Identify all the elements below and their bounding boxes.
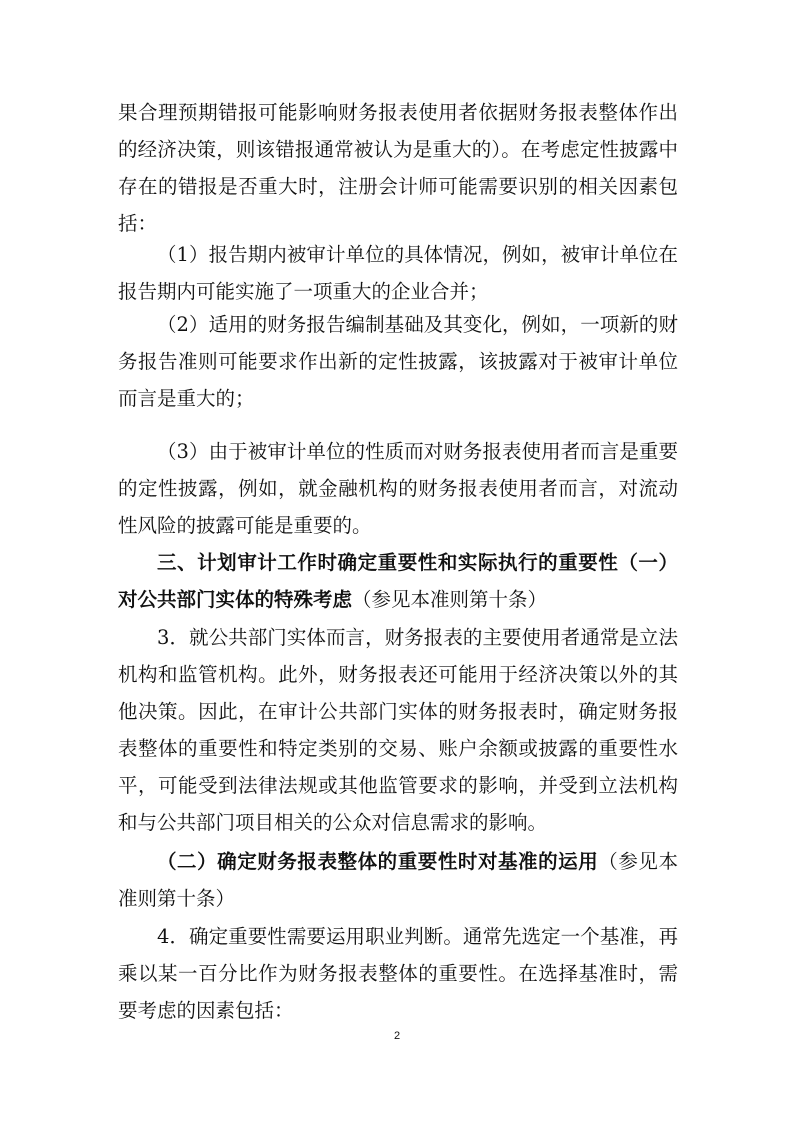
paragraph-factor-1: （1）报告期内被审计单位的具体情况，例如，被审计单位在报告期内可能实施了一项重大的企业合并；	[118, 243, 678, 303]
page-number: 2	[393, 1030, 401, 1042]
paragraph-factor-3: （3）由于被审计单位的性质而对财务报表使用者而言是重要的定性披露，例如，就金融机构的财务报表使用者而言，对流动性风险的披露可能是重要的。	[118, 440, 678, 537]
subsection-heading-two-reference: （参见本准则第十条）	[118, 850, 678, 910]
section-heading-three-reference: （参见本准则第十条）	[352, 588, 548, 611]
paragraph-materiality-continuation: 果合理预期错报可能影响财务报表使用者依据财务报表整体作出的经济决策，则该错报通常被认为是重大的）。在考虑定性披露中存在的错报是否重大时，注册会计师可能需要识别的相关因素包括：	[118, 101, 678, 235]
paragraph-factor-2: （2）适用的财务报告编制基础及其变化，例如，一项新的财务报告准则可能要求作出新的定性披露，该披露对于被审计单位而言是重大的；	[118, 313, 678, 410]
paragraph-item-4: 4．确定重要性需要运用职业判断。通常先选定一个基准，再乘以某一百分比作为财务报表整体的重要性。在选择基准时，需要考虑的因素包括：	[118, 925, 678, 1022]
subsection-heading-two	[118, 843, 678, 917]
paragraph-item-3: 3．就公共部门实体而言，财务报表的主要使用者通常是立法机构和监管机构。此外，财务报表还可能用于经济决策以外的其他决策。因此，在审计公共部门实体的财务报表时，确定财务报表整体的重要性和特定类别的交易、账户余额或披露的重要性水平，可能受到法律法规或其他监管要求的影响，并受到立法机构和与公共部门项目相关的公众对信息需求的影响。	[118, 626, 678, 834]
section-heading-three-title: 三、计划审计工作时确定重要性和实际执行的重要性（一）对公共部门实体的特殊考虑	[118, 551, 678, 611]
section-heading-three	[118, 544, 678, 618]
subsection-heading-two-title: （二）确定财务报表整体的重要性时对基准的运用	[157, 850, 599, 873]
